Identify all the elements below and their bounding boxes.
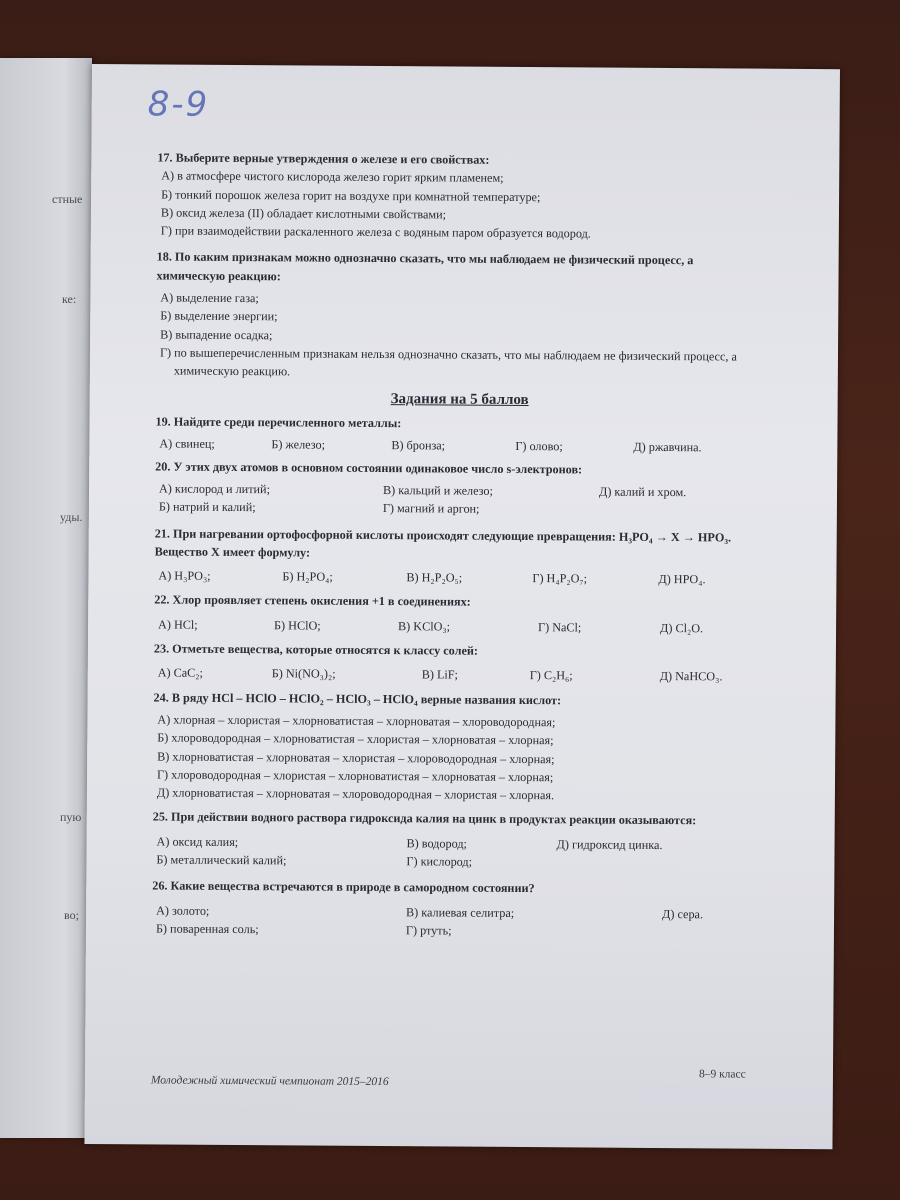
answer-option: Д) HPO₄. bbox=[658, 572, 706, 587]
answer-option: Г) C₂H₆; bbox=[529, 668, 573, 683]
answer-option: А) кислород и литий; bbox=[158, 481, 271, 497]
answer-option: В) H₂P₂O₅; bbox=[406, 570, 463, 585]
section-heading: Задания на 5 баллов bbox=[390, 390, 529, 408]
answer-option: Г) кислород; bbox=[406, 854, 473, 869]
footer-championship-title: Молодежный химический чемпионат 2015–2016 bbox=[150, 1074, 389, 1089]
answer-grid bbox=[156, 901, 760, 942]
answer-option: В) кальций и железо; bbox=[382, 482, 493, 498]
question-23-heading bbox=[154, 639, 762, 662]
answer-option: Б) HClO; bbox=[274, 618, 321, 633]
answer-grid bbox=[156, 832, 760, 873]
question-text: Отметьте вещества, которые относятся к классу солей: bbox=[172, 641, 479, 658]
answer-row bbox=[158, 664, 762, 687]
footer-grade: 8–9 класс bbox=[698, 1068, 746, 1081]
answer-row bbox=[158, 567, 762, 590]
question-number: 23. bbox=[153, 641, 170, 656]
question-21-heading bbox=[155, 524, 763, 565]
answer-option: Б) H₂PO₄; bbox=[282, 569, 333, 584]
answer-option: Б) поваренная соль; bbox=[155, 921, 259, 937]
answer-option: Г) H₄P₂O₇; bbox=[532, 571, 588, 586]
questions-content bbox=[152, 144, 766, 941]
question-number: 24. bbox=[153, 690, 169, 705]
answer-option: Б) металлический калий; bbox=[156, 852, 287, 868]
left-page-text-fragment: уды. bbox=[60, 510, 83, 524]
answer-option: В) хлорноватистая – хлорноватая – хлористая – хлороводородная – хлорная; bbox=[157, 748, 555, 766]
answer-option: А) CaC₂; bbox=[157, 665, 204, 681]
left-page-edge bbox=[0, 58, 92, 1138]
answer-option: Б) натрий и калий; bbox=[158, 499, 256, 515]
answer-grid bbox=[159, 479, 763, 520]
answer-option: Д) NaHCO₃. bbox=[659, 669, 723, 684]
question-number: 26. bbox=[152, 878, 168, 893]
question-number: 20. bbox=[155, 459, 171, 474]
question-number: 18. bbox=[156, 249, 172, 265]
answer-option: Б) хлороводородная – хлорноватистая – хлористая – хлорноватая – хлорная; bbox=[157, 730, 554, 748]
answer-option: Б) железо; bbox=[271, 437, 326, 452]
question-text: Хлор проявляет степень окисления +1 в соединениях: bbox=[172, 593, 471, 610]
answer-option: В) KClO₃; bbox=[398, 618, 451, 634]
question-25-heading bbox=[153, 808, 761, 831]
answer-option: Б) тонкий порошок железа горит на воздухе при комнатной температуре; bbox=[161, 187, 541, 204]
answer-option: Г) по вышеперечисленным признакам нельзя однозначно сказать, что мы наблюдаем не физический процесс, а химическую реакцию. bbox=[159, 345, 737, 379]
answer-option: В) бронза; bbox=[391, 438, 446, 453]
answer-option: В) оксид железа (II) обладает кислотными свойствами; bbox=[160, 205, 447, 222]
answer-option: Г) при взаимодействии раскаленного железа с водяным паром образуется водород. bbox=[160, 223, 591, 241]
question-text: При нагревании ортофосфорной кислоты происходят следующие превращения: H₃PO₄ → X → HPO₃. Вещество X имеет формулу: bbox=[154, 526, 732, 560]
question-text: Какие вещества встречаются в природе в самородном состоянии? bbox=[170, 878, 535, 896]
answer-option: А) H₃PO₃; bbox=[158, 568, 211, 583]
answer-option: Б) Ni(NO₃)₂; bbox=[271, 666, 336, 682]
question-text: Найдите среди перечисленного металлы: bbox=[173, 414, 402, 431]
question-26-heading bbox=[152, 877, 760, 900]
answer-option: А) хлорная – хлористая – хлорноватистая – хлорноватая – хлороводородная; bbox=[157, 712, 556, 730]
answer-option: Д) Cl₂O. bbox=[660, 620, 704, 636]
answer-option: В) LiF; bbox=[421, 667, 459, 682]
answer-option: А) в атмосфере чистого кислорода железо горит ярким пламенем; bbox=[161, 168, 504, 186]
answer-option: Г) хлороводородная – хлористая – хлорноватистая – хлорноватая – хлорная; bbox=[156, 767, 554, 785]
answer-option: Г) олово; bbox=[515, 439, 563, 454]
question-number: 17. bbox=[157, 150, 173, 165]
question-18-heading bbox=[156, 248, 764, 289]
question-number: 21. bbox=[154, 525, 171, 541]
answer-option: В) водород; bbox=[406, 835, 467, 851]
question-text: У этих двух атомов в основном состоянии одинаковое число s-электронов: bbox=[173, 459, 583, 477]
question-text: В ряду HCl – HClO – HClO₂ – HClO₃ – HClO₄ верные названия кислот: bbox=[171, 690, 562, 707]
answer-option: Д) калий и хром. bbox=[598, 484, 687, 500]
question-text: При действии водного раствора гидроксида калия на цинк в продуктах реакции оказываются: bbox=[170, 809, 697, 828]
answer-row bbox=[159, 435, 763, 458]
answer-option: Д) хлорноватистая – хлорноватая – хлороводородная – хлористая – хлорная. bbox=[156, 785, 555, 803]
answer-option: В) калиевая селитра; bbox=[406, 904, 515, 920]
answer-option: А) HCl; bbox=[158, 617, 198, 632]
question-22-heading bbox=[154, 591, 762, 614]
question-text: Выберите верные утверждения о железе и его свойствах: bbox=[175, 150, 490, 167]
answer-option: В) выпадение осадка; bbox=[160, 327, 273, 342]
question-text: По каким признакам можно однозначно сказать, что мы наблюдаем не физический процесс, а химическую реакцию: bbox=[156, 250, 694, 284]
answer-option: Г) NaCl; bbox=[538, 619, 582, 635]
question-number: 19. bbox=[155, 414, 171, 429]
handwritten-note: 8-9 bbox=[147, 84, 210, 125]
answer-option: Д) ржавчина. bbox=[633, 440, 702, 455]
left-page-text-fragment: во; bbox=[64, 908, 79, 922]
answer-option: Г) ртуть; bbox=[405, 923, 452, 938]
answer-option: Д) сера. bbox=[662, 906, 704, 921]
answer-option: Б) выделение энергии; bbox=[160, 308, 278, 324]
left-page-text-fragment: стные bbox=[52, 192, 83, 206]
left-page-text-fragment: ке: bbox=[62, 292, 77, 306]
answer-option: А) выделение газа; bbox=[160, 290, 259, 306]
left-page-text-fragment: пую bbox=[60, 810, 82, 824]
question-20-heading bbox=[155, 457, 763, 480]
answer-option: А) оксид калия; bbox=[156, 834, 239, 849]
answer-option: Д) гидроксид цинка. bbox=[556, 836, 663, 852]
test-page bbox=[84, 64, 840, 1149]
answer-option: Г) магний и аргон; bbox=[382, 501, 480, 516]
question-number: 25. bbox=[152, 809, 169, 824]
answer-option: А) золото; bbox=[156, 903, 210, 918]
question-number: 22. bbox=[154, 592, 170, 607]
answer-row bbox=[158, 615, 762, 638]
question-19-heading bbox=[155, 413, 763, 436]
answer-option: А) свинец; bbox=[159, 436, 215, 452]
